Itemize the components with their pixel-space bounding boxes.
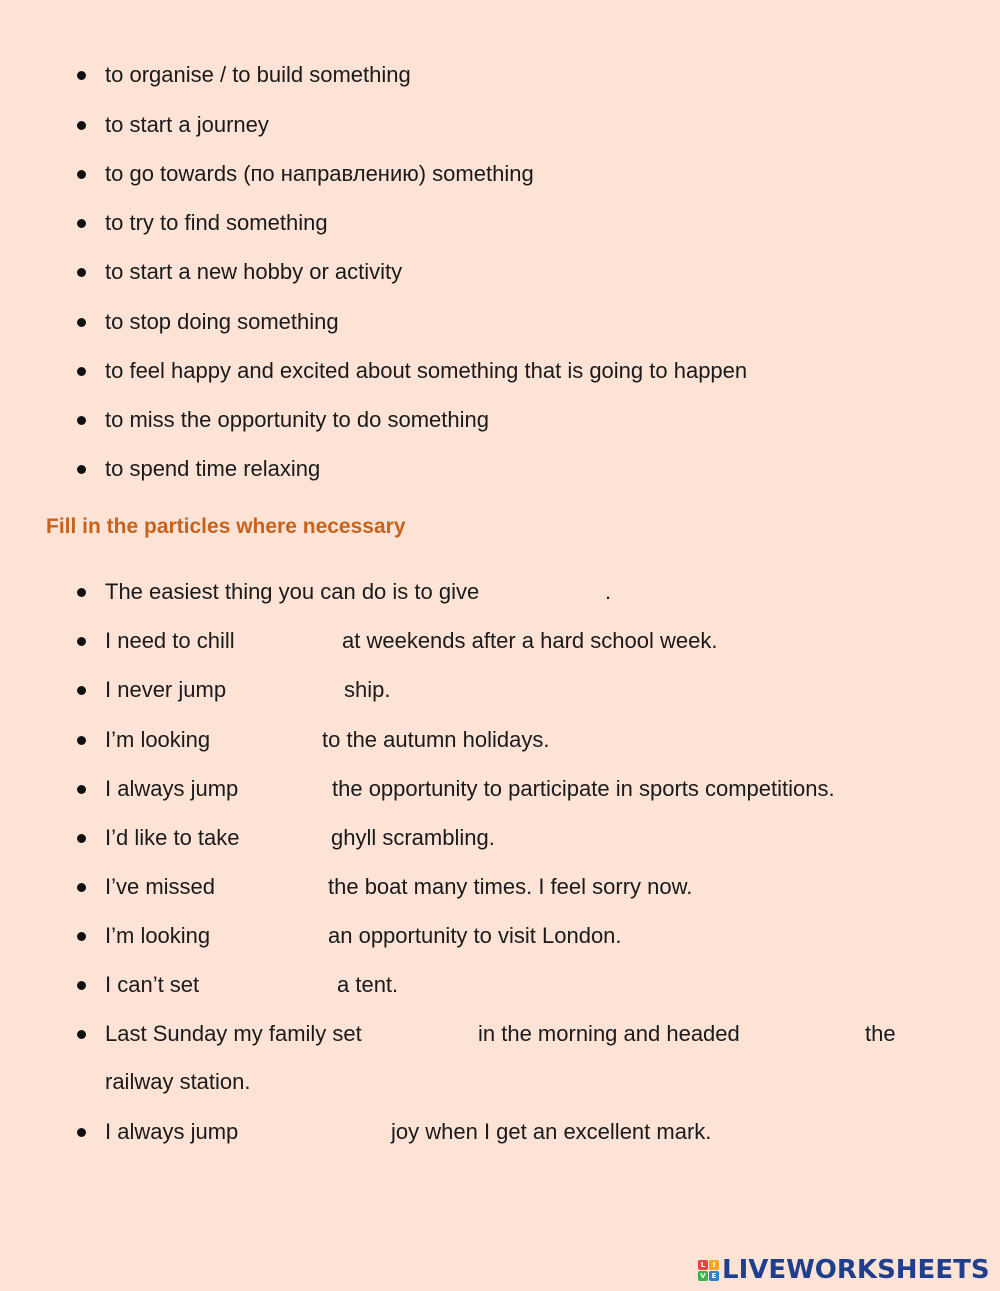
bullet-icon [77, 71, 86, 80]
list-item-text: to stop doing something [105, 309, 339, 334]
sentence-start: I always jump [105, 776, 239, 801]
bullet-icon [77, 268, 86, 277]
list-item-text: to start a journey [105, 112, 269, 137]
bullet-icon [77, 1030, 86, 1039]
logo-letter: E [709, 1271, 719, 1281]
sentence-end: a tent. [337, 972, 399, 997]
bullet-icon [77, 588, 86, 597]
bullet-icon [77, 219, 86, 228]
answer-blank[interactable] [226, 873, 322, 899]
bullet-icon [77, 736, 86, 745]
bullet-icon [77, 981, 86, 990]
bullet-icon [77, 465, 86, 474]
sentence-continuation: railway station. [105, 1069, 251, 1094]
list-item-text: to start a new hobby or activity [105, 259, 403, 284]
list-item-text: to spend time relaxing [105, 456, 321, 481]
answer-blank[interactable] [382, 1020, 472, 1046]
bullet-icon [77, 121, 86, 130]
answer-blank[interactable] [254, 1118, 384, 1144]
sentence-start: I’d like to take [105, 825, 240, 850]
answer-blank[interactable] [770, 1020, 860, 1046]
bullet-icon [77, 932, 86, 941]
liveworksheets-logo [698, 1255, 990, 1285]
bullet-icon [77, 883, 86, 892]
sentence-end: ghyll scrambling. [331, 825, 495, 850]
list-item-text: to try to find something [105, 210, 328, 235]
logo-letter: V [698, 1271, 708, 1281]
sentence-end: joy when I get an excellent mark. [391, 1119, 712, 1144]
answer-blank[interactable] [226, 726, 316, 752]
sentence-start: The easiest thing you can do is to give [105, 579, 480, 604]
sentence-end: at weekends after a hard school week. [342, 628, 718, 653]
bullet-icon [77, 318, 86, 327]
sentence-start: I’m looking [105, 923, 211, 948]
sentence-start: Last Sunday my family set [105, 1021, 362, 1046]
sentence-end: the boat many times. I feel sorry now. [328, 874, 693, 899]
list-item-text: to miss the opportunity to do something [105, 407, 489, 432]
logo-letter: I [709, 1260, 719, 1270]
answer-blank[interactable] [212, 971, 330, 997]
bullet-icon [77, 1128, 86, 1137]
answer-blank[interactable] [510, 578, 602, 604]
answer-blank[interactable] [253, 775, 327, 801]
bullet-icon [77, 170, 86, 179]
bullet-icon [77, 834, 86, 843]
logo-mark-icon [698, 1260, 719, 1281]
bullet-icon [77, 686, 86, 695]
logo-text: LIVEWORKSHEETS [722, 1255, 990, 1285]
sentence-start: I can’t set [105, 972, 200, 997]
bullet-icon [77, 416, 86, 425]
list-item-text: to go towards (по направлению) something [105, 161, 534, 186]
bullet-icon [77, 785, 86, 794]
sentence-middle: in the morning and headed [478, 1021, 740, 1046]
list-item-text: to organise / to build something [105, 62, 411, 87]
answer-blank[interactable] [252, 627, 337, 653]
sentence-start: I need to chill [105, 628, 235, 653]
sentence-end: the opportunity to participate in sports competitions. [332, 776, 835, 801]
sentence-start: I’m looking [105, 727, 211, 752]
logo-letter: L [698, 1260, 708, 1270]
exercise-heading: Fill in the particles where necessary [46, 515, 406, 538]
sentence-start: I never jump [105, 677, 227, 702]
sentence-end: the [865, 1021, 896, 1046]
sentence-start: I always jump [105, 1119, 239, 1144]
bullet-icon [77, 367, 86, 376]
sentence-end: . [605, 579, 612, 604]
answer-blank[interactable] [226, 922, 322, 948]
sentence-start: I’ve missed [105, 874, 216, 899]
list-item-text: to feel happy and excited about something that is going to happen [105, 358, 748, 383]
sentence-end: ship. [344, 677, 391, 702]
answer-blank[interactable] [258, 824, 326, 850]
sentence-end: to the autumn holidays. [322, 727, 550, 752]
bullet-icon [77, 637, 86, 646]
sentence-end: an opportunity to visit London. [328, 923, 622, 948]
answer-blank[interactable] [242, 676, 338, 702]
